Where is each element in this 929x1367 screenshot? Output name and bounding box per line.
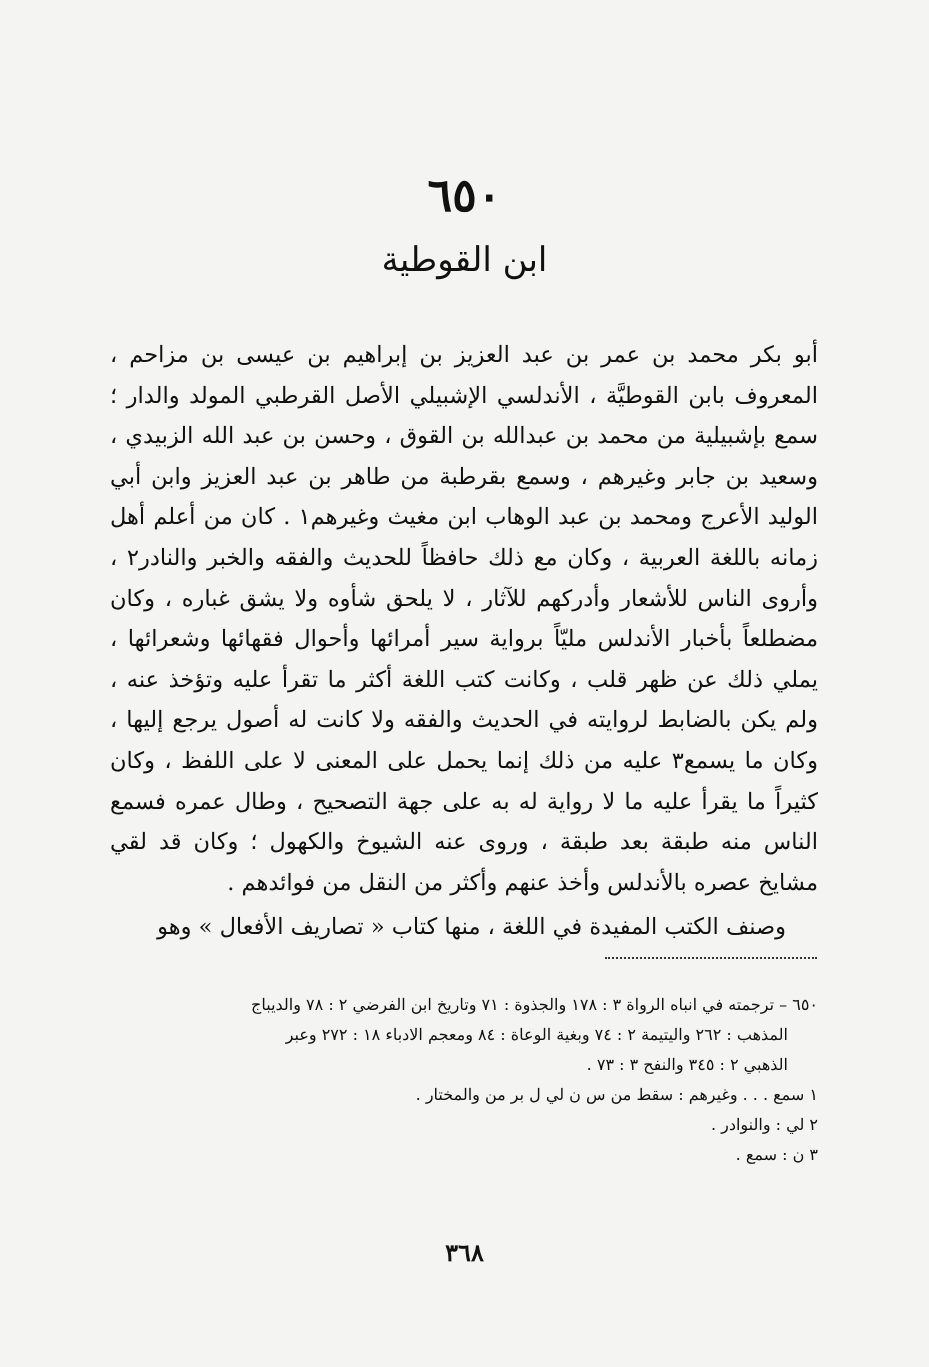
main-text (110, 335, 818, 948)
source-line: المذهب : ٢٦٢ واليتيمة ٢ : ٧٤ وبغية الوعاة : ٨٤ ومعجم الادباء ١٨ : ٢٧٢ وعبر (285, 1025, 788, 1044)
footnote-2: ٢ لي : والنوادر . (710, 1115, 818, 1134)
page-number: ٣٦٨ (445, 1238, 484, 1267)
footnote-1: ١ سمع . . . وغيرهم : سقط من س ن لي ل بر من والمختار . (415, 1085, 818, 1104)
paragraph: أبو بكر محمد بن عمر بن عبد العزيز بن إبراهيم بن عيسى بن مزاحم ، المعروف بابن القوطيَّة ، الأندلسي الإشبيلي الأصل القرطبي المولد والدار ؛ سمع بإشبيلية من محمد بن عبدالله بن القوق ، وحسن بن عبد الله الزبيدي ، وسعيد بن جابر وغيرهم ، وسمع بقرطبة من طاهر بن عبد العزيز وابن أبي الوليد الأعرج ومحمد بن عبد الوهاب ابن مغيث وغيرهم١ . كان من أعلم أهل زمانه باللغة العربية ، وكان مع ذلك حافظاً للحديث والفقه والخبر والنادر٢ ، وأروى الناس للأشعار وأدركهم للآثار ، لا يلحق شأوه ولا يشق غباره ، وكان مضطلعاً بأخبار الأندلس مليّاً برواية سير أمرائها وأحوال فقهائها وشعرائها ، يملي ذلك عن ظهر قلب ، وكانت كتب اللغة أكثر ما تقرأ عليه وتؤخذ عنه ، ولم يكن بالضابط لروايته في الحديث والفقه ولا كانت له أصول يرجع إليها ، وكان ما يسمع٣ عليه من ذلك إنما يحمل على المعنى لا على اللفظ ، وكان كثيراً ما يقرأ عليه ما لا رواية له به على جهة التصحيح ، وطال عمره فسمع الناس منه طبقة بعد طبقة ، وروى عنه الشيوخ والكهول ؛ وكان قد لقي مشايخ عصره بالأندلس وأخذ عنهم وأكثر من النقل من فوائدهم . (110, 342, 818, 896)
footnotes (110, 990, 818, 1170)
entry-number: ٦٥٠ (427, 168, 502, 222)
source-line: ٦٥٠ – ترجمته في انباه الرواة ٣ : ١٧٨ والجذوة : ٧١ وتاريخ ابن الفرضي ٢ : ٧٨ والديباج (251, 995, 818, 1014)
source-line: الذهبي ٢ : ٣٤٥ والنفح ٣ : ٧٣ . (586, 1055, 788, 1074)
source-footnote (110, 990, 818, 1080)
footnote-3: ٣ ن : سمع . (735, 1145, 818, 1164)
entry-title: ابن القوطية (381, 240, 548, 280)
paragraph: وصنف الكتب المفيدة في اللغة ، منها كتاب « تصاريف الأفعال » وهو (157, 914, 786, 941)
footnote-divider (605, 957, 817, 959)
